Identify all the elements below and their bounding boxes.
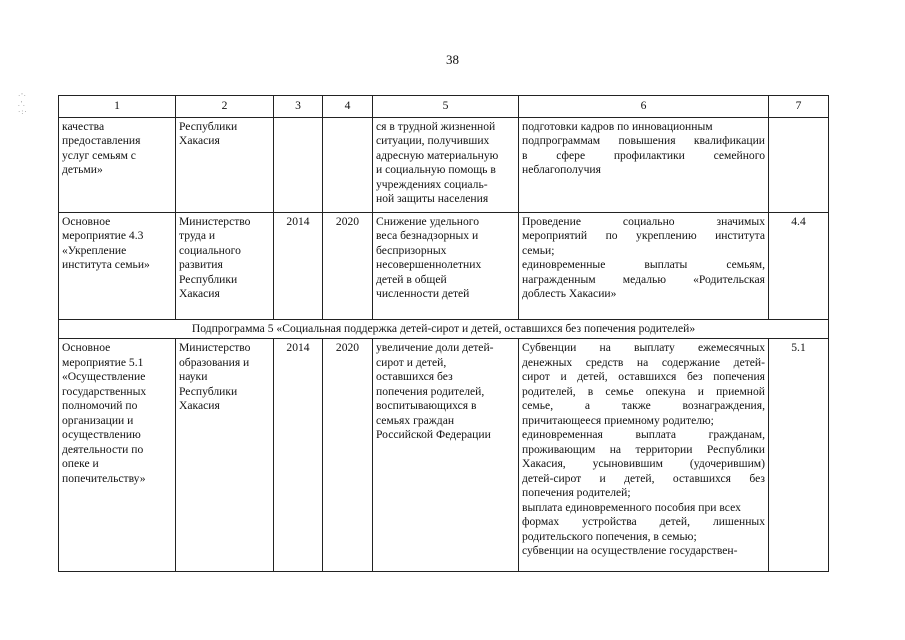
text-line: Хакасия — [179, 399, 220, 412]
text-line: формах устройства детей, лишенных — [522, 515, 765, 528]
column-header-4: 4 — [323, 96, 373, 118]
text-line: ной защиты населения — [376, 192, 489, 205]
text-line: Министерство — [179, 341, 251, 354]
column-header-6: 6 — [519, 96, 769, 118]
text-line: подпрограммам повышения квалификации — [522, 134, 765, 147]
text-line: Республики — [179, 119, 238, 133]
cell-start-year: 2014 — [274, 212, 323, 319]
text-line: мероприятие 4.3 — [62, 229, 144, 242]
program-activities-table — [58, 95, 829, 572]
table-header-row — [59, 96, 829, 118]
text-line: ся в трудной жизненной — [376, 119, 496, 133]
text-line: увеличение доли детей- — [376, 341, 494, 354]
text-line: Проведение социально значимых — [522, 214, 765, 228]
text-line: образования и — [179, 355, 250, 369]
text-line: сирот и детей, оставшихся без попечения — [522, 370, 765, 383]
cell-executor — [176, 212, 274, 319]
text-line: государственных — [62, 384, 147, 398]
text-line: полномочий по — [62, 399, 138, 412]
column-header-2: 2 — [176, 96, 274, 118]
text-line: детей в общей — [376, 272, 447, 286]
text-line: мероприятие 5.1 — [62, 355, 144, 369]
cell-end-year — [323, 117, 373, 212]
page-number: 38 — [446, 52, 459, 67]
table-row-activity-4-3 — [59, 212, 829, 319]
text-line: Снижение удельного — [376, 214, 480, 228]
cell-activity — [59, 117, 176, 212]
text-line: сирот и детей, — [376, 355, 447, 369]
text-line: труда и — [179, 229, 216, 242]
text-line: Республики — [179, 384, 238, 398]
text-line: родителей, в семье опекуна и приемной — [522, 384, 765, 398]
text-line: детьми» — [62, 163, 103, 176]
text-line: Основное — [62, 341, 111, 354]
text-line: денежных средств на содержание детей- — [522, 355, 765, 369]
text-line: семье, а также вознаграждения, — [522, 399, 765, 412]
cell-description — [519, 339, 769, 572]
cell-start-year: 2014 — [274, 339, 323, 572]
cell-description — [519, 117, 769, 212]
text-line: попечения родителей, — [376, 384, 485, 398]
text-line: единовременные выплаты семьям, — [522, 258, 765, 271]
text-line: Российской Федерации — [376, 428, 491, 441]
text-line: и социальную помощь в — [376, 163, 496, 176]
text-line: субвенции на осуществление государствен- — [522, 544, 738, 557]
text-line: института семьи» — [62, 258, 150, 271]
cell-expected-result — [373, 212, 519, 319]
text-line: Министерство — [179, 214, 251, 228]
text-line: семьях граждан — [376, 413, 455, 427]
text-line: «Укрепление — [62, 243, 127, 257]
table-row-continuation — [59, 117, 829, 212]
text-line: семьи; — [522, 243, 555, 257]
cell-indicator: 4.4 — [769, 212, 829, 319]
text-line: единовременная выплата гражданам, — [522, 428, 765, 441]
cell-executor — [176, 339, 274, 572]
text-line: развития — [179, 258, 223, 271]
cell-end-year: 2020 — [323, 339, 373, 572]
text-line: доблесть Хакасии» — [522, 287, 617, 300]
cell-activity — [59, 212, 176, 319]
text-line: деятельности по — [62, 442, 144, 456]
cell-expected-result — [373, 117, 519, 212]
text-line: социального — [179, 243, 241, 257]
text-line: попечительству» — [62, 471, 146, 485]
text-line: организации и — [62, 413, 134, 427]
text-line: причитающееся приемному родителю; — [522, 413, 714, 427]
text-line: мероприятий по укреплению института — [522, 229, 765, 242]
text-line: в сфере профилактики семейного — [522, 148, 765, 162]
text-line: подготовки кадров по инновационным — [522, 119, 713, 133]
text-line: воспитывающихся в — [376, 399, 477, 412]
text-line: учреждениях социаль- — [376, 177, 488, 191]
subprogram-heading: Подпрограмма 5 «Социальная поддержка детей-сирот и детей, оставшихся без попечения родителей» — [59, 319, 829, 339]
text-line: родительского попечения, в семью; — [522, 529, 697, 543]
text-line: численности детей — [376, 287, 470, 300]
text-line: опеке и — [62, 457, 99, 470]
text-line: «Осуществление — [62, 370, 146, 383]
text-line: веса безнадзорных и — [376, 229, 479, 242]
cell-description — [519, 212, 769, 319]
subprogram-heading-row — [59, 319, 829, 339]
text-line: услуг семьям с — [62, 148, 136, 162]
text-line: Субвенции на выплату ежемесячных — [522, 341, 765, 354]
text-line: Хакасия — [179, 134, 220, 147]
text-line: Республики — [179, 272, 238, 286]
text-line: детей-сирот и детей, оставшихся без — [522, 471, 765, 485]
text-line: награжденным медалью «Родительская — [522, 272, 765, 286]
text-line: оставшихся без — [376, 370, 453, 383]
text-line: адресную материальную — [376, 148, 499, 162]
text-line: науки — [179, 370, 208, 383]
cell-activity — [59, 339, 176, 572]
margin-scan-marks: ·'· .'. ·:· — [18, 92, 28, 116]
text-line: осуществлению — [62, 428, 141, 441]
cell-end-year: 2020 — [323, 212, 373, 319]
text-line: попечения родителей; — [522, 486, 631, 499]
column-header-7: 7 — [769, 96, 829, 118]
text-line: Хакасия — [179, 287, 220, 300]
text-line: несовершеннолетних — [376, 258, 482, 271]
text-line: Хакасия, усыновившим (удочерившим) — [522, 457, 765, 470]
text-line: неблагополучия — [522, 163, 601, 176]
text-line: предоставления — [62, 134, 141, 147]
text-line: выплата единовременного пособия при всех — [522, 500, 741, 514]
text-line: качества — [62, 119, 105, 133]
column-header-3: 3 — [274, 96, 323, 118]
table-row-activity-5-1 — [59, 339, 829, 572]
column-header-1: 1 — [59, 96, 176, 118]
cell-indicator: 5.1 — [769, 339, 829, 572]
cell-expected-result — [373, 339, 519, 572]
text-line: беспризорных — [376, 243, 447, 257]
cell-executor — [176, 117, 274, 212]
cell-indicator — [769, 117, 829, 212]
cell-start-year — [274, 117, 323, 212]
text-line: Основное — [62, 214, 111, 228]
text-line: проживающим на территории Республики — [522, 442, 765, 456]
text-line: ситуации, получивших — [376, 134, 490, 147]
column-header-5: 5 — [373, 96, 519, 118]
